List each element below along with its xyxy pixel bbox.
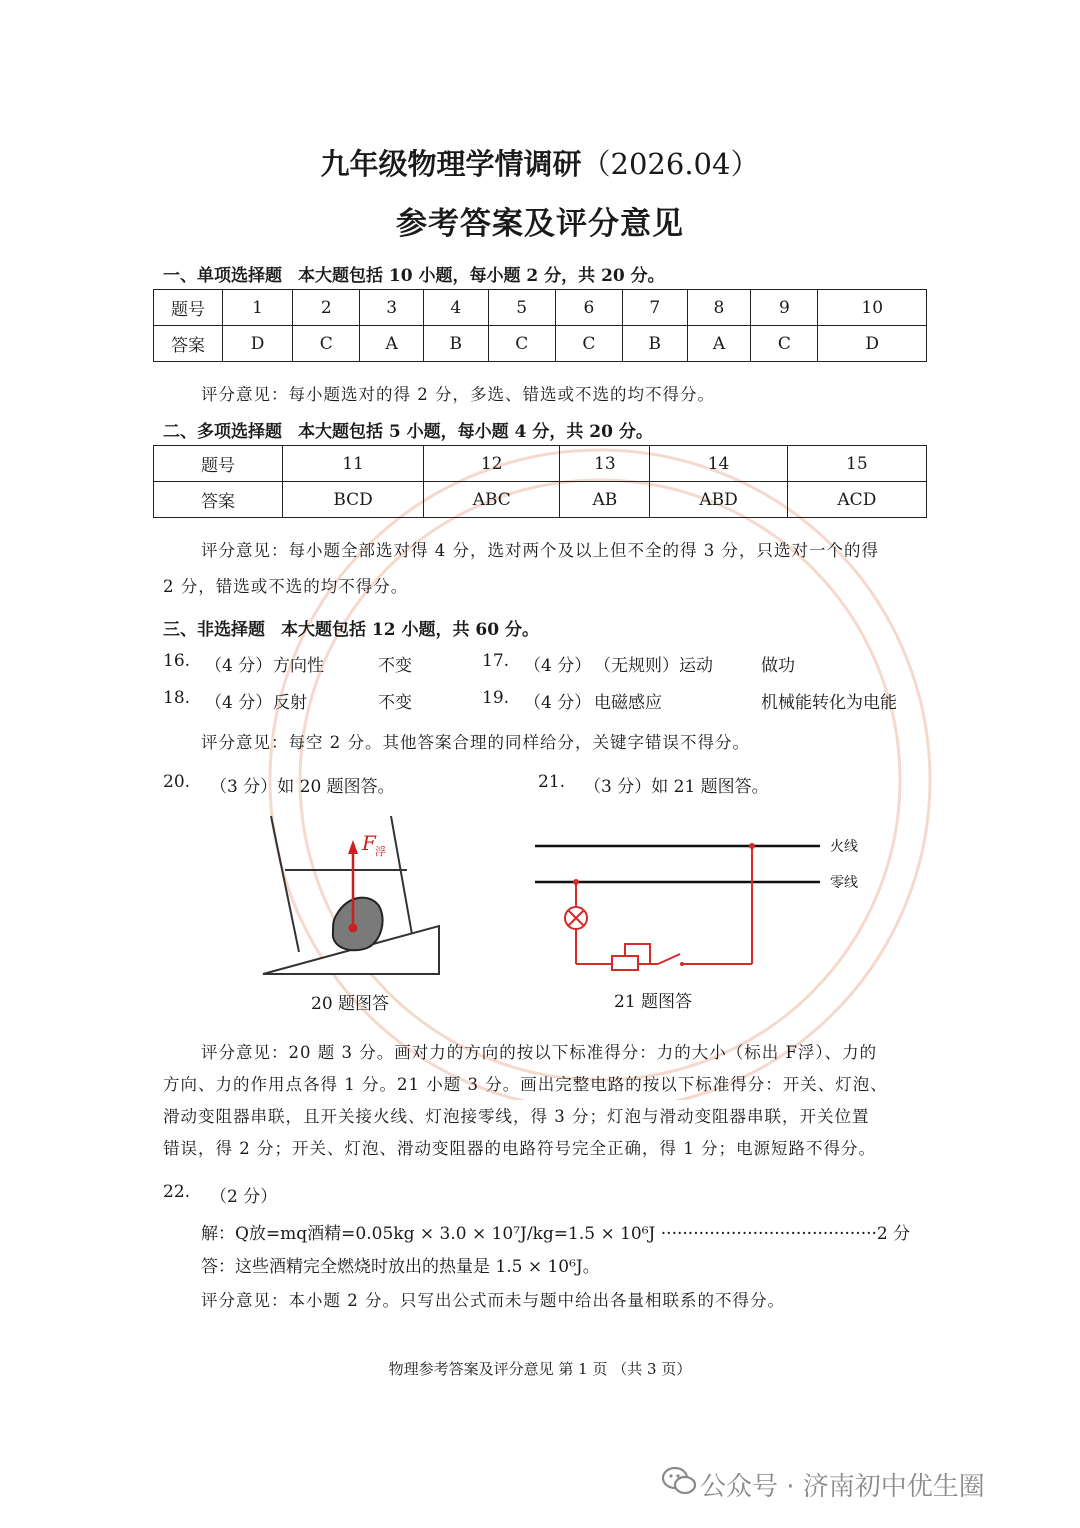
section2-desc: 本大题包括 5 小题，每小题 4 分，共 20 分。 [298,422,653,442]
q22-score: （2 分） [210,1187,278,1207]
q20-21-note-line1: 评分意见：20 题 3 分。画对力的方向的按以下标准得分：力的大小（标出 F浮）、力的 [201,1043,878,1062]
q16-19-note: 评分意见：每空 2 分。其他答案合理的同样给分，关键字错误不得分。 [201,733,750,752]
force-label: F [362,831,376,855]
force-arrowhead [348,840,358,854]
table-cell: 13 [560,446,650,482]
table-cell: 4 [423,290,488,326]
section2-title: 二、多项选择题 [163,422,282,442]
q19-score: （4 分） [524,693,592,713]
q22-solution: 解：Q放=mq酒精=0.05kg × 3.0 × 10⁷J/kg=1.5 × 10⁶J ········································2 分 [201,1224,911,1244]
table-row [154,290,927,326]
wechat-logo-icon [662,1466,696,1496]
q16-score: （4 分） [205,656,273,676]
section3-title: 三、非选择题 [163,620,265,640]
table-cell: BCD [283,482,424,518]
q16-answer2: 不变 [378,656,412,676]
table-cell: AB [560,482,650,518]
table-cell: 6 [555,290,622,326]
q18-score: （4 分） [205,693,273,713]
table-cell: A [687,326,751,362]
section2-note-line1: 评分意见：每小题全部选对得 4 分，选对两个及以上但不全的得 3 分，只选对一个的得 [201,541,879,560]
neutral-wire-label: 零线 [830,875,858,891]
table-cell: D [818,326,927,362]
table-cell: 9 [751,290,818,326]
page-title [0,142,1080,183]
row-label: 题号 [154,446,283,482]
neutral-junction-dot [573,879,579,885]
q20-21-note-line4: 错误，得 2 分；开关、灯泡、滑动变阻器的电路符号完全正确，得 1 分；电源短路不得分。 [163,1139,876,1158]
table-cell: B [622,326,687,362]
section1-note: 评分意见：每小题选对的得 2 分，多选、错选或不选的均不得分。 [201,385,715,404]
q21-caption: 21 题图答 [614,992,693,1012]
q20-caption: 20 题图答 [311,994,390,1014]
table-cell: C [293,326,360,362]
q17-number: 17. [482,651,510,671]
q21-figure-circuit [530,828,880,973]
force-subscript: 浮 [375,845,386,858]
table-cell: 8 [687,290,751,326]
q18-number: 18. [163,688,191,708]
q18-answer2: 不变 [378,693,412,713]
single-choice-answer-table [153,289,927,362]
table-cell: 15 [787,446,926,482]
table-cell: 3 [360,290,424,326]
q20-text: （3 分）如 20 题图答。 [210,777,395,797]
table-cell: A [360,326,424,362]
q20-figure-buoyancy [255,810,455,980]
q20-21-note-line2: 方向、力的作用点各得 1 分。21 小题 3 分。画出完整电路的按以下标准得分：开关、灯泡、 [163,1075,888,1094]
section1-title: 一、单项选择题 [163,266,282,286]
q22-note: 评分意见：本小题 2 分。只写出公式而未与题中给出各量相联系的不得分。 [201,1291,785,1310]
container-right-wall [391,816,413,940]
q21-number: 21. [538,772,566,792]
table-cell: 14 [650,446,787,482]
section2-heading [163,417,653,442]
section3-heading [163,615,539,640]
submerged-object [333,898,383,951]
q16-answer1: 方向性 [273,656,324,676]
table-cell: ABC [424,482,560,518]
q20-21-note-line3: 滑动变阻器串联，且开关接火线、灯泡接零线，得 3 分；灯泡与滑动变阻器串联，开关位置 [163,1107,870,1126]
q22-number: 22. [163,1182,191,1202]
table-cell: C [751,326,818,362]
table-cell: 10 [818,290,927,326]
q17-score: （4 分） [524,656,592,676]
q22-answer: 答：这些酒精完全燃烧时放出的热量是 1.5 × 10⁶J。 [201,1257,600,1277]
q17-answer2: 做功 [761,656,795,676]
table-cell: 11 [283,446,424,482]
table-row [154,326,927,362]
table-cell: D [223,326,293,362]
row-label: 答案 [154,482,283,518]
table-cell: C [488,326,555,362]
table-cell: 1 [223,290,293,326]
page-subtitle: 参考答案及评分意见 [396,206,684,242]
rheostat-icon [612,956,638,970]
row-label: 答案 [154,326,223,362]
page-footer: 物理参考答案及评分意见 第 1 页 （共 3 页） [388,1360,692,1378]
container-left-wall [271,816,299,952]
wechat-account-watermark: 公众号 · 济南初中优生圈 [700,1472,985,1502]
multi-choice-answer-table [153,445,927,518]
force-action-point [349,924,358,933]
table-cell: 2 [293,290,360,326]
table-cell: 5 [488,290,555,326]
table-cell: 7 [622,290,687,326]
q19-answer1: 电磁感应 [594,693,662,713]
q18-answer1: 反射 [273,693,307,713]
section1-desc: 本大题包括 10 小题，每小题 2 分，共 20 分。 [298,266,665,286]
row-label: 题号 [154,290,223,326]
section2-note-line2: 2 分，错选或不选的均不得分。 [163,577,409,596]
table-cell: B [423,326,488,362]
title-year: （2026.04） [581,147,760,181]
table-cell: C [555,326,622,362]
q16-number: 16. [163,651,191,671]
section1-heading [163,261,665,286]
q21-text: （3 分）如 21 题图答。 [584,777,769,797]
table-cell: 12 [424,446,560,482]
table-row [154,446,927,482]
table-cell: ABD [650,482,787,518]
switch-icon [658,954,680,964]
live-wire-label: 火线 [830,839,858,855]
q20-number: 20. [163,772,191,792]
q19-number: 19. [482,688,510,708]
title-main: 九年级物理学情调研 [320,147,582,181]
q17-answer1: （无规则）运动 [594,656,713,676]
table-row [154,482,927,518]
live-junction-dot [749,843,755,849]
section3-desc: 本大题包括 12 小题，共 60 分。 [281,620,539,640]
q19-answer2: 机械能转化为电能 [761,693,897,713]
table-cell: ACD [787,482,926,518]
